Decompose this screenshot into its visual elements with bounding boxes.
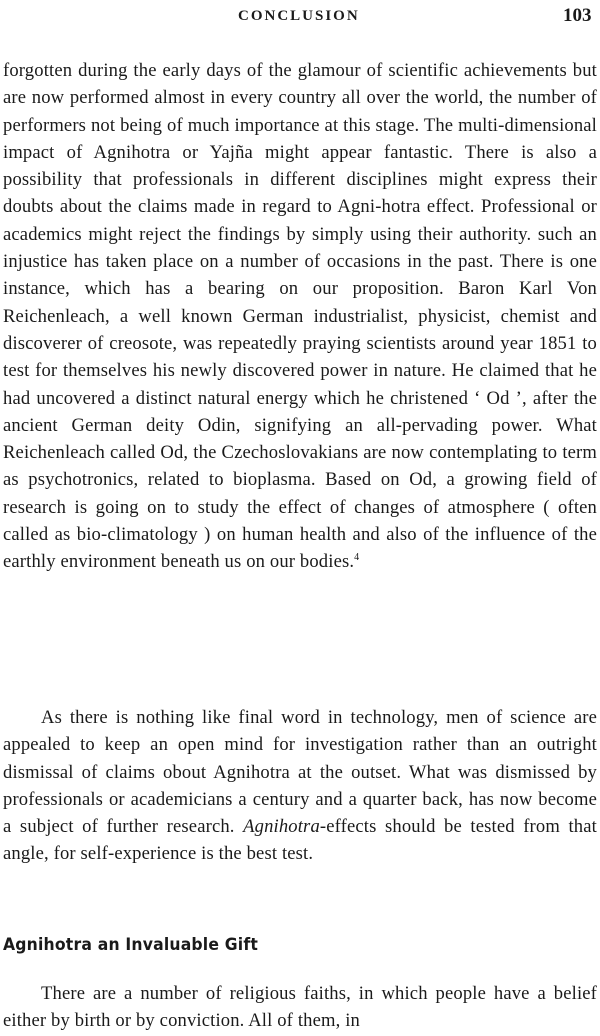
footnote-marker: 4 [354,552,360,564]
section-heading: Agnihotra an Invaluable Gift [3,935,258,955]
running-title: CONCLUSION [238,8,360,24]
paragraph-2-tail: -effects should be tested from that angle, for self-experience is the best test. [3,816,597,865]
running-head [0,2,600,32]
paragraph-2 [3,704,597,868]
paragraph-1-text: forgotten during the early days of the glamour of scientific achievements but are now performed almost in every country all over the world, the number of performers not being of much importance at this stage. The multi-dimensional impact of Agnihotra or Yajña might appear fantastic. There is also a possibility that professionals in different disciplines might express their doubts about the claims made in regard to Agni-hotra effect. Professional or academics might reject the findings by simply using their authority. such an injustice has taken place on a number of occasions in the past. There is one instance, which has a bearing on our proposition. Baron Karl Von Reichenleach, a well known German industrialist, physicist, chemist and discoverer of creosote, was repeatedly praying scientists around year 1851 to test for themselves his newly discovered power in nature. He claimed that he had uncovered a distinct natural energy which he christened ‘ Od ’, after the ancient German deity Odin, signifying an all-pervading power. What Reichenleach called Od, the Czechoslovakians are now contemplating to term as psychotronics, related to bioplasma. Based on Od, a growing field of research is going on to study the effect of changes of atmosphere ( often called as bio-climatology ) on human health and also of the influence of the earthly environment beneath us on our bodies. [3,60,597,573]
paragraph-2-emphasis: Agnihotra [243,816,320,838]
paragraph-1 [3,57,597,576]
paragraph-2-text: As there is nothing like final word in technology, men of science are appealed to keep an open mind for investigation rather than an outright dismissal of claims obout Agnihotra at the outset. What was dismissed by professionals or academicians a century and a quarter back, has now become a subject of further research. [3,707,597,838]
page-number: 103 [563,5,592,26]
paragraph-3: There are a number of religious faiths, in which people have a belief either by birth or by conviction. All of them, in [3,983,597,1032]
